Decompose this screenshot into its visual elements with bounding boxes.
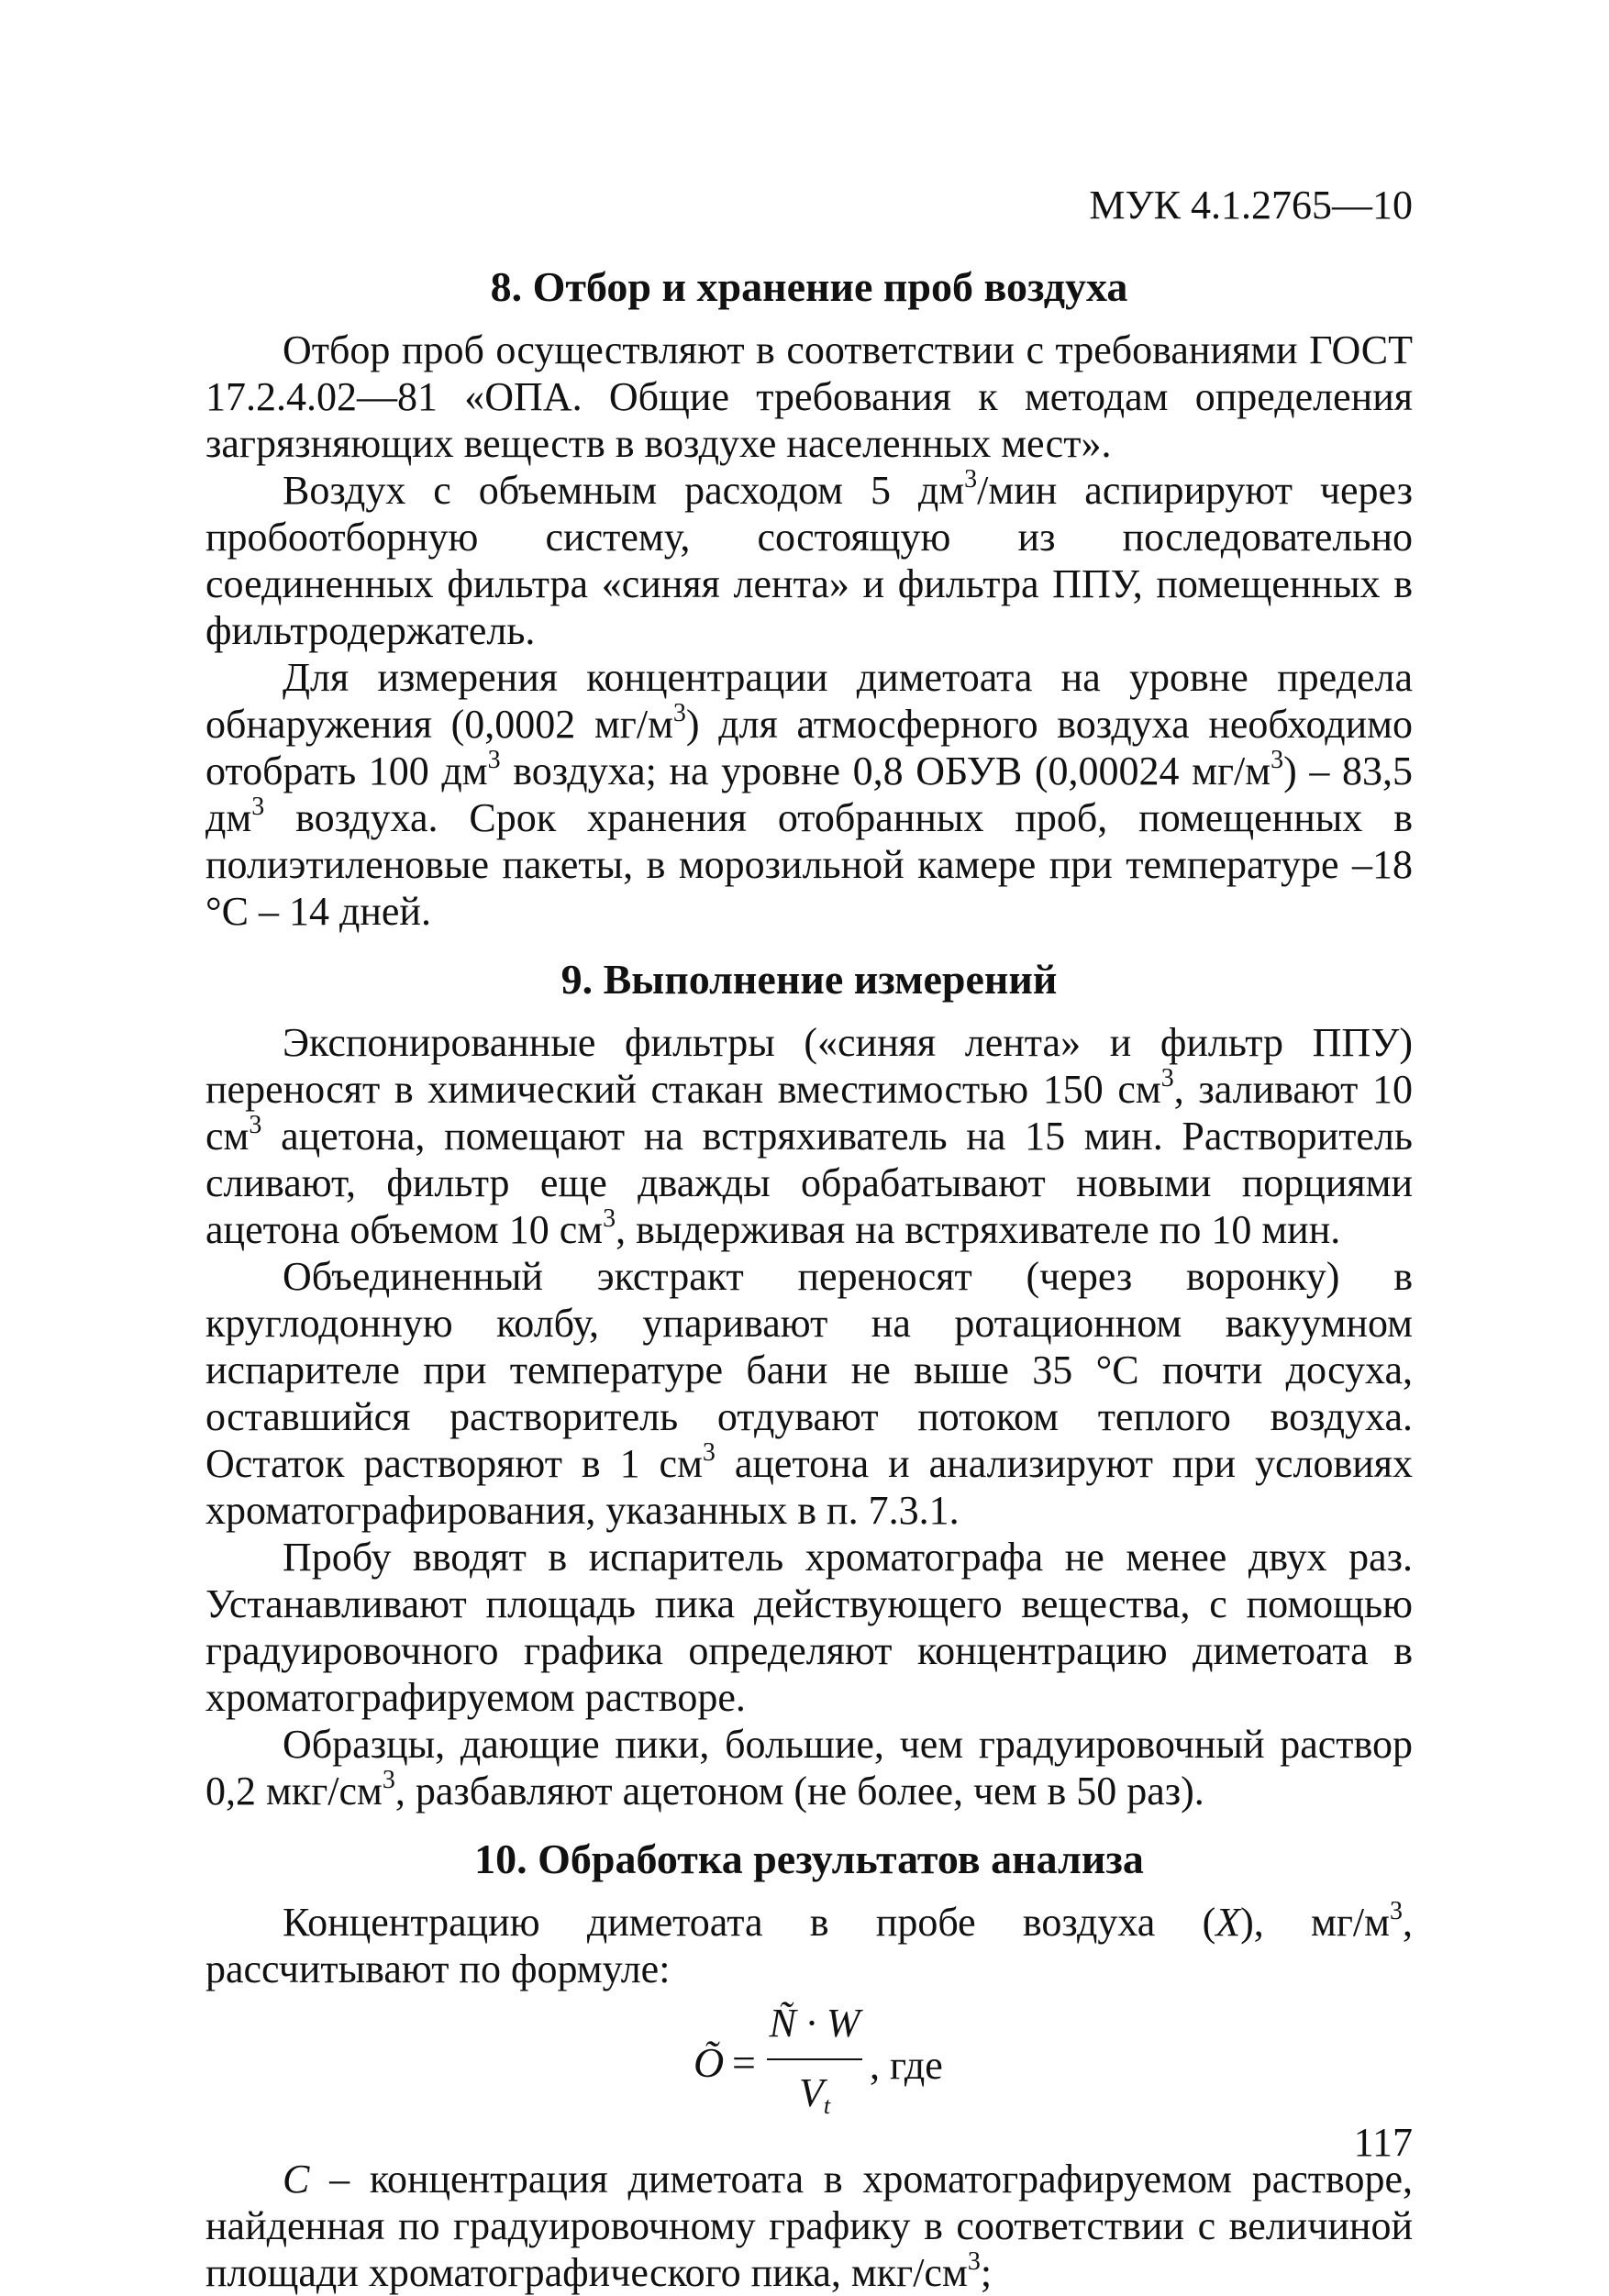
section-9-paragraph-4: Образцы, дающие пики, большие, чем градуировочный раствор 0,2 мкг/$см^3$, разбавляют ацетоном (не более, чем в 50 раз). — [205, 1722, 1413, 1814]
section-8-paragraph-1: Отбор проб осуществляют в соответствии с требованиями ГОСТ 17.2.4.02—81 «ОПА. Общие требования к методам определения загрязняющих веществ в воздухе населенных мест». — [205, 327, 1413, 466]
formula-equals: = — [732, 2039, 756, 2086]
section-10-paragraph-1: Концентрацию диметоата в пробе воздуха (X), $мг/м^3$, рассчитывают по формуле: — [205, 1897, 1413, 1991]
formula-lhs: Õ — [694, 2039, 725, 2086]
page-number: 117 — [1353, 2120, 1413, 2165]
section-8-title: 8. Отбор и хранение проб воздуха — [490, 263, 1128, 310]
section-9-paragraph-2: Объединенный экстракт переносят (через воронку) в круглодонную колбу, упаривают на ротационном вакуумном испарителе при температуре бани не выше 35 °С почти досуха, оставшийся растворитель отдувают потоком теплого воздуха. Остаток растворяют в 1 $см^3$ ацетона и анализируют при условиях хроматографирования, указанных в п. 7.3.1. — [205, 1254, 1413, 1533]
formula-tail: , где — [870, 2043, 943, 2088]
formula-denominator: $V_t$ — [798, 2070, 831, 2119]
section-9-title: 9. Выполнение измерений — [560, 956, 1058, 1003]
section-9-paragraph-1: Экспонированные фильтры («синяя лента» и фильтр ППУ) переносят в химический стакан вместимостью 150 $см^3$, заливают 10 $см^3$ ацетона, помещают на встряхиватель на 15 мин. Растворитель сливают, фильтр еще дважды обрабатывают новыми порциями ацетона объемом 10 $см^3$, выдерживая на встряхивателе по 10 мин. — [205, 1020, 1413, 1252]
section-10-title: 10. Обработка результатов анализа — [474, 1836, 1144, 1882]
formula-fraction-bar — [767, 2058, 862, 2060]
section-8-paragraph-3: Для измерения концентрации диметоата на уровне предела обнаружения (0,0002 $мг/м^3$) для атмосферного воздуха необходимо отобрать 100 $дм^3$ воздуха; на уровне 0,8 ОБУВ (0,00024 $мг/м^3) - 83,5$ $дм^3$ воздуха. Срок хранения отобранных проб, помещенных в полиэтиленовые пакеты, в морозильной камере при температуре –18 °С – 14 дней. — [205, 655, 1414, 934]
section-8-paragraph-2: Воздух с объемным расходом 5 $дм^3$/мин аспирируют через пробоотборную систему, состоящую из последовательно соединенных фильтра «синяя лента» и фильтра ППУ, помещенных в фильтродержатель. — [205, 465, 1413, 653]
concentration-formula — [205, 2000, 1413, 2139]
document-code-header: МУК 4.1.2765—10 — [1089, 183, 1413, 227]
formula-numerator: Ñ · W — [769, 2001, 860, 2046]
section-9-paragraph-3: Пробу вводят в испаритель хроматографа не менее двух раз. Устанавливают площадь пика действующего вещества, с помощью градуировочного графика определяют концентрацию диметоата в хроматографируемом растворе. — [205, 1535, 1413, 1720]
document-page — [205, 180, 1413, 2296]
variable-definition-c: С – концентрация диметоата в хроматографируемом растворе, найденная по градуировочному графику в соответствии с величиной площади хроматографического пика, мкг/$см^3$; — [205, 2157, 1413, 2295]
